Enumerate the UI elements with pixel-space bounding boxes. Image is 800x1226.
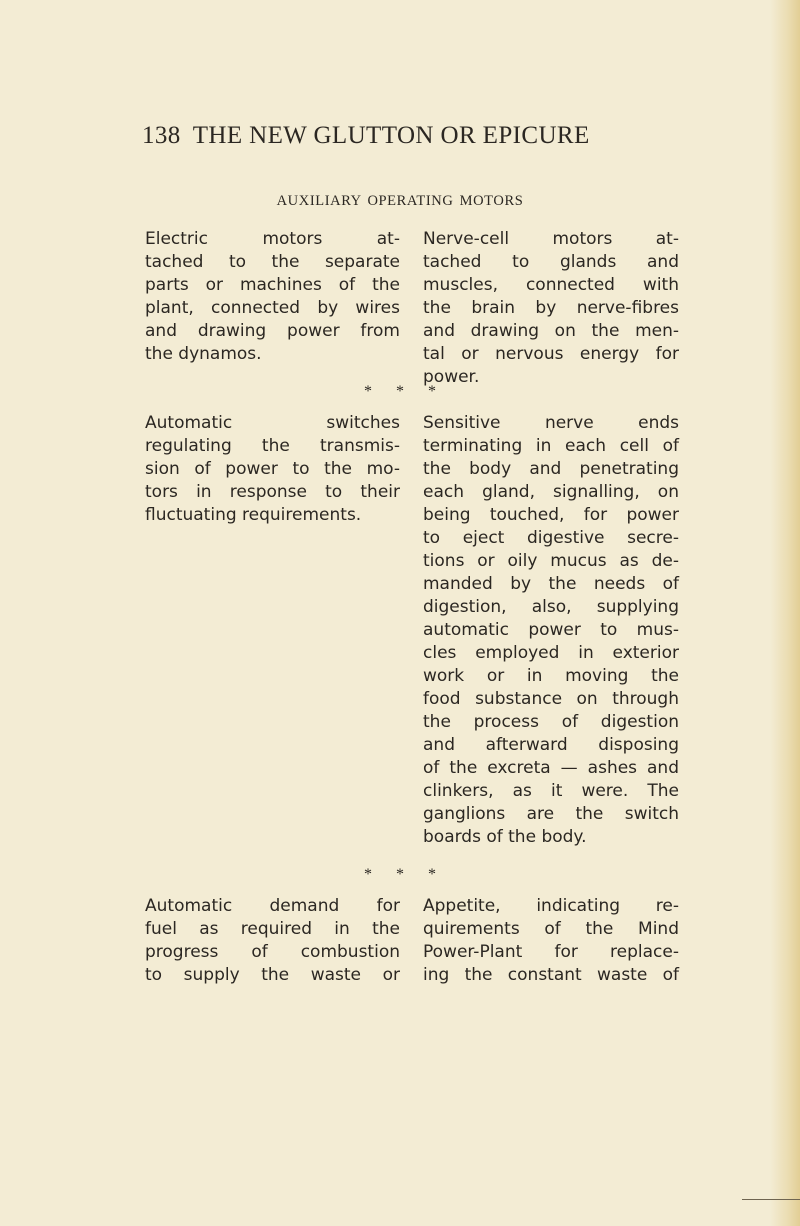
running-title: THE NEW GLUTTON OR EPICURE — [192, 122, 590, 149]
section-separator: * * * — [364, 383, 436, 400]
text-line: Appetite, indicating re- — [423, 896, 679, 916]
text-line: tached to glands and — [423, 252, 679, 272]
text-line: plant, connected by wires — [145, 298, 400, 318]
left-column-block-3 — [145, 895, 400, 987]
text-line: the body and penetrating — [423, 459, 679, 479]
right-column-block-1 — [423, 228, 679, 389]
text-line: tions or oily mucus as de- — [423, 551, 679, 571]
page-corner-rule — [742, 1199, 800, 1200]
text-line: the process of digestion — [423, 712, 679, 732]
text-line: parts or machines of the — [145, 275, 400, 295]
text-line: sion of power to the mo- — [145, 459, 400, 479]
text-line: and drawing on the men- — [423, 321, 679, 341]
text-line: and afterward disposing — [423, 735, 679, 755]
left-column-block-2 — [145, 412, 400, 527]
text-line: power. — [423, 367, 480, 387]
text-line: fluctuating requirements. — [145, 505, 362, 525]
text-line: tached to the separate — [145, 252, 400, 272]
text-line: progress of combustion — [145, 942, 400, 962]
text-line: the brain by nerve-fibres — [423, 298, 679, 318]
text-line: digestion, also, supplying — [423, 597, 679, 617]
text-line: Sensitive nerve ends — [423, 413, 679, 433]
section-separator: * * * — [364, 866, 436, 883]
right-column-block-3 — [423, 895, 679, 987]
page-edge-shading — [770, 0, 800, 1226]
text-line: boards of the body. — [423, 827, 587, 847]
text-line: fuel as required in the — [145, 919, 400, 939]
running-head — [142, 122, 590, 150]
text-line: terminating in each cell of — [423, 436, 679, 456]
text-line: of the excreta — ashes and — [423, 758, 679, 778]
text-line: the dynamos. — [145, 344, 262, 364]
right-column-block-2 — [423, 412, 679, 849]
text-line: cles employed in exterior — [423, 643, 679, 663]
text-line: manded by the needs of — [423, 574, 679, 594]
text-line: Power-Plant for replace- — [423, 942, 679, 962]
text-line: food substance on through — [423, 689, 679, 709]
text-line: tal or nervous energy for — [423, 344, 679, 364]
text-line: quirements of the Mind — [423, 919, 679, 939]
text-line: Automatic demand for — [145, 896, 400, 916]
text-line: Nerve-cell motors at- — [423, 229, 679, 249]
section-title: AUXILIARY OPERATING MOTORS — [276, 193, 524, 209]
text-line: regulating the transmis- — [145, 436, 400, 456]
text-line: ganglions are the switch — [423, 804, 679, 824]
text-line: clinkers, as it were. The — [423, 781, 679, 801]
text-line: Electric motors at- — [145, 229, 400, 249]
left-column-block-1 — [145, 228, 400, 366]
text-line: muscles, connected with — [423, 275, 679, 295]
text-line: to eject digestive secre- — [423, 528, 679, 548]
text-line: work or in moving the — [423, 666, 679, 686]
text-line: tors in response to their — [145, 482, 400, 502]
text-line: ing the constant waste of — [423, 965, 679, 985]
text-line: to supply the waste or — [145, 965, 400, 985]
text-line: being touched, for power — [423, 505, 679, 525]
text-line: each gland, signalling, on — [423, 482, 679, 502]
text-line: Automatic switches — [145, 413, 400, 433]
text-line: and drawing power from — [145, 321, 400, 341]
text-line: automatic power to mus- — [423, 620, 679, 640]
page-number: 138 — [142, 122, 181, 149]
